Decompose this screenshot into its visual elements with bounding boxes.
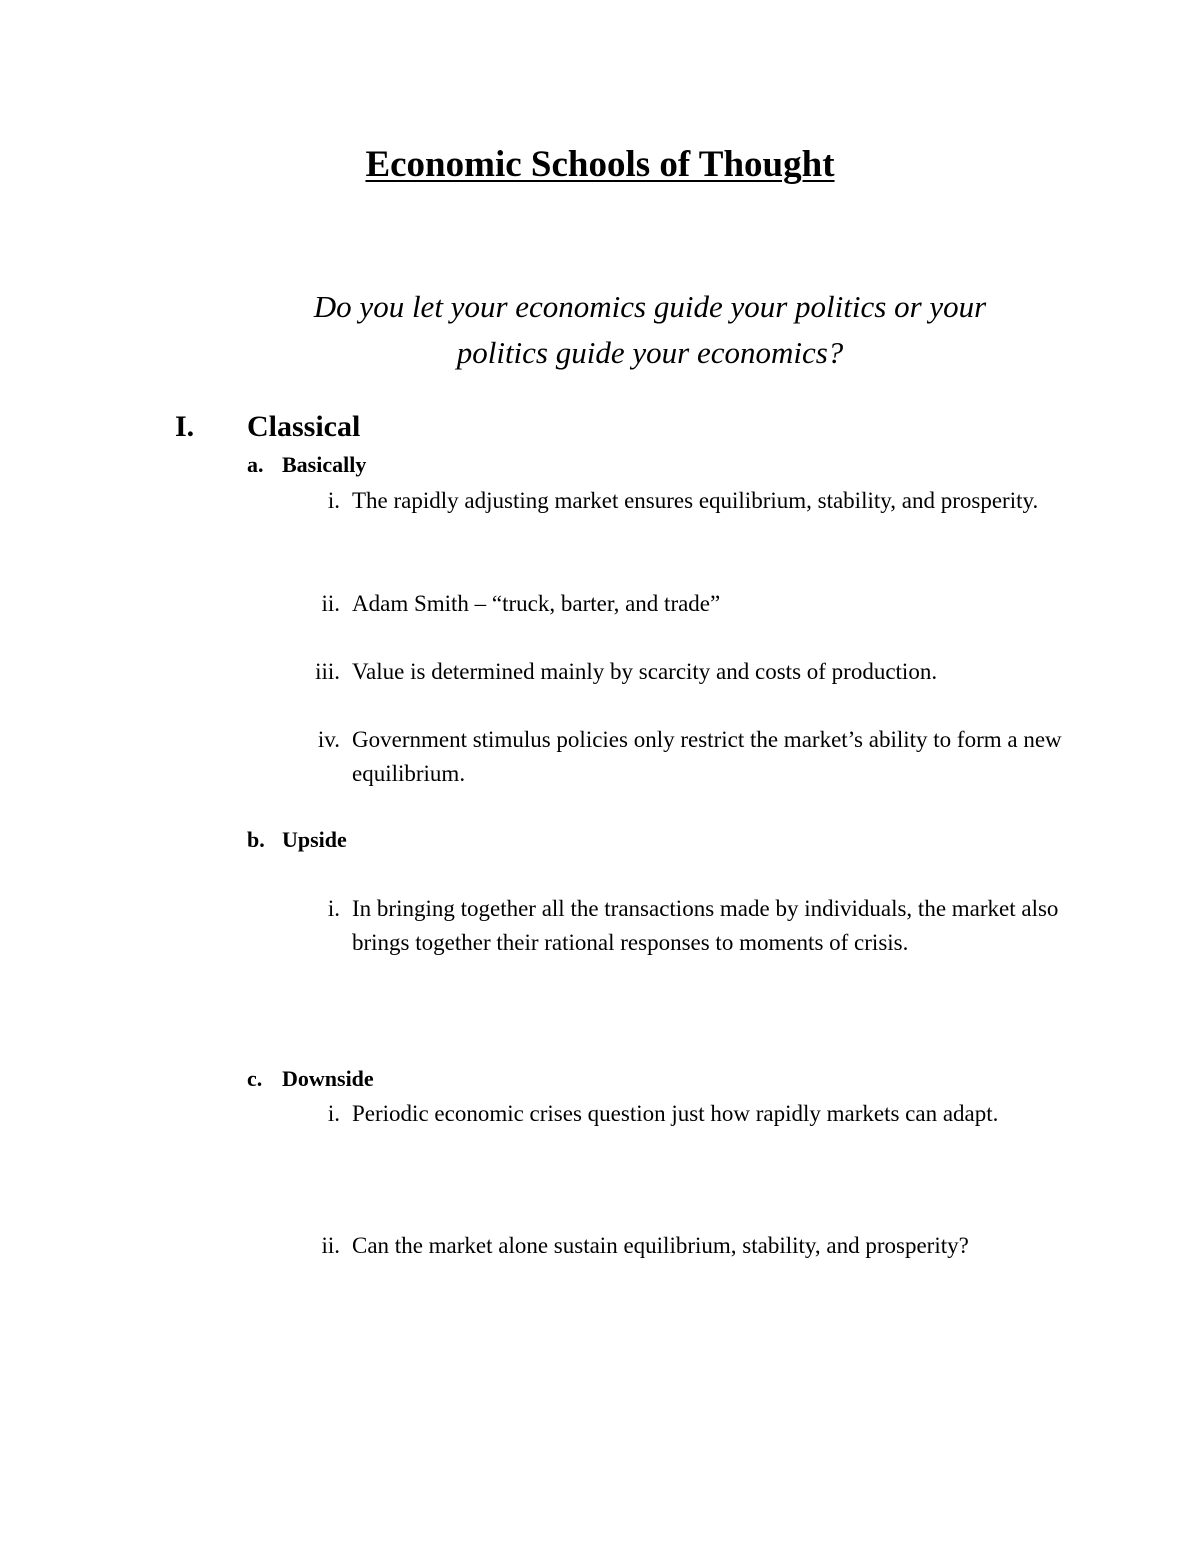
list-item — [327, 1097, 1072, 1131]
section-numeral: I. — [175, 410, 195, 443]
item-number: iii. — [315, 659, 340, 684]
subsection-marker: a. — [247, 452, 264, 477]
subsection-heading-basically — [247, 452, 366, 478]
list-item — [317, 723, 1072, 791]
subsection-label: Upside — [282, 827, 347, 852]
item-number: i. — [327, 1101, 340, 1126]
item-number: ii. — [321, 1233, 340, 1258]
item-text: In bringing together all the transactions made by individuals, the market also brings together their rational responses to moments of crisis. — [352, 896, 1059, 955]
list-item — [327, 892, 1072, 960]
section-heading-classical: Classical — [247, 410, 361, 443]
subsection-marker: c. — [247, 1066, 263, 1091]
page-title: Economic Schools of Thought — [365, 144, 835, 185]
subsection-heading-downside — [247, 1066, 374, 1092]
item-text: Value is determined mainly by scarcity and costs of production. — [352, 659, 938, 684]
subsection-heading-upside — [247, 827, 347, 853]
list-item — [315, 655, 1072, 689]
list-item — [321, 1229, 1072, 1263]
subsection-label: Basically — [282, 452, 367, 477]
item-text: The rapidly adjusting market ensures equilibrium, stability, and prosperity. — [352, 488, 1039, 513]
item-text: Can the market alone sustain equilibrium, stability, and prosperity? — [352, 1233, 969, 1258]
subsection-marker: b. — [247, 827, 265, 852]
item-number: i. — [327, 896, 340, 921]
item-text: Adam Smith – “truck, barter, and trade” — [352, 591, 721, 616]
list-item — [321, 587, 1072, 621]
item-number: ii. — [321, 591, 340, 616]
item-number: i. — [327, 488, 340, 513]
item-text: Government stimulus policies only restrict the market’s ability to form a new equilibrium. — [352, 727, 1062, 786]
subsection-label: Downside — [282, 1066, 374, 1091]
item-number: iv. — [317, 727, 340, 752]
subtitle-question: Do you let your economics guide your politics or your politics guide your economics? — [313, 289, 987, 370]
item-text: Periodic economic crises question just how rapidly markets can adapt. — [352, 1101, 999, 1126]
list-item — [327, 484, 1072, 518]
